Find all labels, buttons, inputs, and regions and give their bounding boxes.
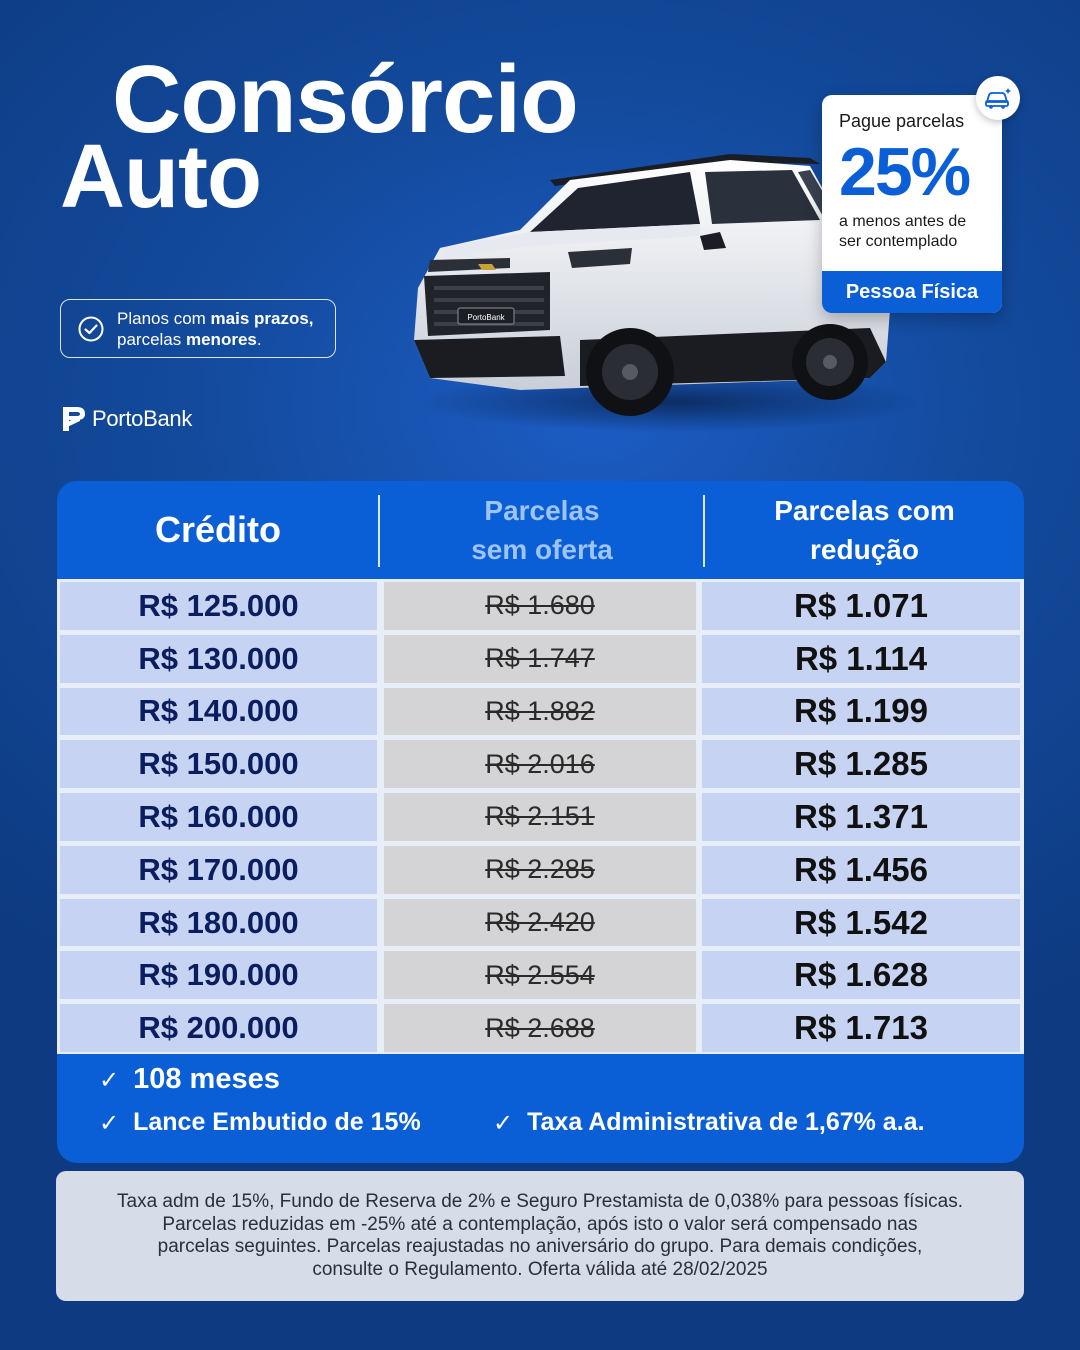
check-circle-icon	[77, 315, 105, 343]
cell-reduced: R$ 1.199	[702, 688, 1020, 736]
disclaimer-line3: parcelas seguintes. Parcelas reajustadas no aniversário do grupo. Para demais condições,	[157, 1236, 923, 1257]
cell-no-offer: R$ 2.016	[384, 740, 696, 788]
cell-credit: R$ 180.000	[60, 899, 377, 947]
title-line-1: Consórcio	[112, 46, 578, 153]
table-row	[57, 685, 1024, 738]
promo-footer: Pessoa Física	[822, 271, 1002, 313]
header-credit: Crédito	[155, 509, 281, 550]
feature-pill-text: Planos com mais prazos, parcelas menores.	[117, 308, 314, 349]
disclaimer-line1: Taxa adm de 15%, Fundo de Reserva de 2% e Seguro Prestamista de 0,038% para pessoas físicas.	[117, 1191, 963, 1212]
cell-no-offer: R$ 2.285	[384, 846, 696, 894]
price-table	[57, 481, 1024, 1163]
disclaimer	[56, 1171, 1024, 1301]
feature-term: ✓ 108 meses	[99, 1063, 280, 1095]
check-icon: ✓	[99, 1065, 120, 1094]
check-icon: ✓	[99, 1108, 120, 1137]
cell-credit: R$ 150.000	[60, 740, 377, 788]
promo-percent: 25%	[839, 134, 970, 210]
cell-reduced: R$ 1.285	[702, 740, 1020, 788]
cell-reduced: R$ 1.713	[702, 1004, 1020, 1052]
promo-line1: Pague parcelas	[839, 111, 965, 131]
table-row	[57, 790, 1024, 843]
cell-credit: R$ 125.000	[60, 582, 377, 630]
cell-credit: R$ 130.000	[60, 635, 377, 683]
cell-credit: R$ 200.000	[60, 1004, 377, 1052]
cell-no-offer: R$ 1.747	[384, 635, 696, 683]
header-no-offer: Parcelas sem oferta	[471, 495, 613, 565]
header-reduced: Parcelas com redução	[774, 495, 955, 565]
promo-line2b: ser contemplado	[839, 233, 958, 250]
promo-line2a: a menos antes de	[839, 213, 967, 230]
table-row	[57, 632, 1024, 685]
cell-credit: R$ 190.000	[60, 951, 377, 999]
plate-text: PortoBank	[467, 313, 505, 322]
cell-reduced: R$ 1.371	[702, 793, 1020, 841]
cell-reduced: R$ 1.071	[702, 582, 1020, 630]
check-icon: ✓	[493, 1108, 514, 1137]
portobank-logo	[60, 404, 192, 434]
cell-credit: R$ 170.000	[60, 846, 377, 894]
cell-reduced: R$ 1.542	[702, 899, 1020, 947]
table-row	[57, 948, 1024, 1001]
disclaimer-line4: consulte o Regulamento. Oferta válida até 28/02/2025	[312, 1258, 768, 1280]
brand-name: PortoBank	[92, 406, 193, 431]
cell-no-offer: R$ 2.688	[384, 1004, 696, 1052]
table-row	[57, 1001, 1024, 1054]
portobank-logo-icon	[60, 404, 88, 434]
cell-no-offer: R$ 2.420	[384, 899, 696, 947]
table-row	[57, 843, 1024, 896]
feature-pill	[60, 299, 336, 358]
table-header	[57, 481, 1024, 579]
cell-reduced: R$ 1.628	[702, 951, 1020, 999]
cell-reduced: R$ 1.456	[702, 846, 1020, 894]
table-body	[57, 579, 1024, 1054]
cell-no-offer: R$ 1.882	[384, 688, 696, 736]
feature-lance: ✓ Lance Embutido de 15%	[99, 1108, 421, 1137]
cell-no-offer: R$ 2.554	[384, 951, 696, 999]
title-line-2: Auto	[60, 127, 261, 227]
cell-no-offer: R$ 2.151	[384, 793, 696, 841]
feature-taxa: ✓ Taxa Administrativa de 1,67% a.a.	[493, 1108, 925, 1137]
cell-credit: R$ 140.000	[60, 688, 377, 736]
car-sparkle-icon	[976, 76, 1020, 120]
cell-reduced: R$ 1.114	[702, 635, 1020, 683]
table-row	[57, 896, 1024, 949]
disclaimer-line2: Parcelas reduzidas em -25% até a contemplação, após isto o valor será compensado nas	[162, 1213, 918, 1235]
table-row	[57, 579, 1024, 632]
cell-no-offer: R$ 1.680	[384, 582, 696, 630]
promo-card	[822, 95, 1002, 313]
table-row	[57, 737, 1024, 790]
cell-credit: R$ 160.000	[60, 793, 377, 841]
